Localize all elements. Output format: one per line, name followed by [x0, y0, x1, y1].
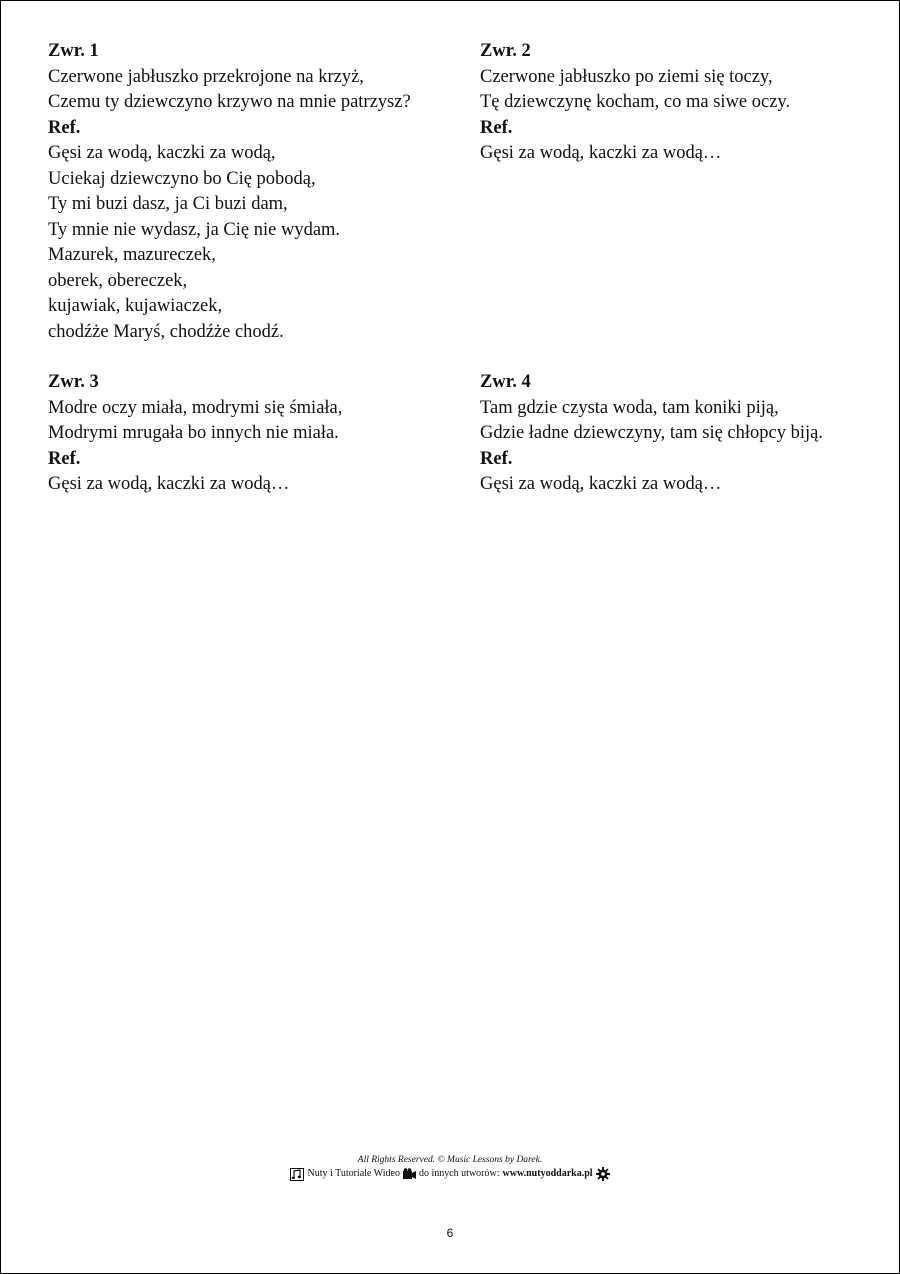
verse-line: Gdzie ładne dziewczyny, tam się chłopcy biją. [480, 423, 823, 443]
verse-line: Czerwone jabłuszko przekrojone na krzyż, [48, 66, 364, 87]
music-note-icon [290, 1168, 304, 1181]
verse-1 [48, 39, 411, 345]
verse-title: Zwr. 4 [480, 372, 531, 392]
page-number: 6 [446, 1226, 454, 1240]
verse-line: Modre oczy miała, modrymi się śmiała, [48, 397, 343, 418]
video-camera-icon [403, 1168, 416, 1180]
refrain-label: Ref. [480, 117, 513, 138]
refrain-label: Ref. [480, 448, 513, 469]
verse-title: Zwr. 3 [48, 372, 99, 392]
verse-line: Czerwone jabłuszko po ziemi się toczy, [480, 66, 773, 87]
promo-text: Nuty i Tutoriale Wideo [307, 1168, 400, 1179]
refrain-line: Ty mi buzi dasz, ja Ci buzi dam, [48, 194, 288, 214]
copyright-notice: All Rights Reserved. © Music Lessons by Darek. [357, 1155, 543, 1165]
refrain-line: oberek, obereczek, [48, 270, 188, 291]
refrain-line: Gęsi za wodą, kaczki za wodą, [48, 143, 276, 163]
verse-title: Zwr. 1 [48, 41, 99, 61]
promo-line [1, 1166, 899, 1182]
refrain-line: Gęsi za wodą, kaczki za wodą… [480, 474, 722, 494]
refrain-label: Ref. [48, 117, 81, 138]
refrain-line: Uciekaj dziewczyno bo Cię pobodą, [48, 168, 316, 189]
verse-line: Tam gdzie czysta woda, tam koniki piją, [480, 397, 779, 418]
refrain-label: Ref. [48, 448, 81, 469]
refrain-line: kujawiak, kujawiaczek, [48, 296, 223, 316]
verse-line: Modrymi mrugała bo innych nie miała. [48, 423, 339, 443]
promo-middle-text: do innych utworów: [418, 1168, 500, 1179]
verse-3 [48, 370, 342, 498]
refrain-line: Gęsi za wodą, kaczki za wodą… [480, 143, 722, 163]
verse-line: Tę dziewczynę kocham, co ma siwe oczy. [480, 92, 791, 112]
verse-title: Zwr. 2 [480, 41, 531, 61]
refrain-line: chodźże Maryś, chodźże chodź. [48, 321, 284, 342]
refrain-line: Gęsi za wodą, kaczki za wodą… [48, 474, 290, 494]
verse-line: Czemu ty dziewczyno krzywo na mnie patrzysz? [48, 92, 411, 112]
verse-4 [480, 370, 823, 498]
website-link[interactable]: www.nutyoddarka.pl [502, 1168, 593, 1179]
refrain-line: Mazurek, mazureczek, [48, 245, 216, 265]
footer [1, 1154, 899, 1182]
refrain-line: Ty mnie nie wydasz, ja Cię nie wydam. [48, 219, 341, 240]
gear-icon [596, 1167, 610, 1181]
verse-2 [480, 39, 790, 167]
